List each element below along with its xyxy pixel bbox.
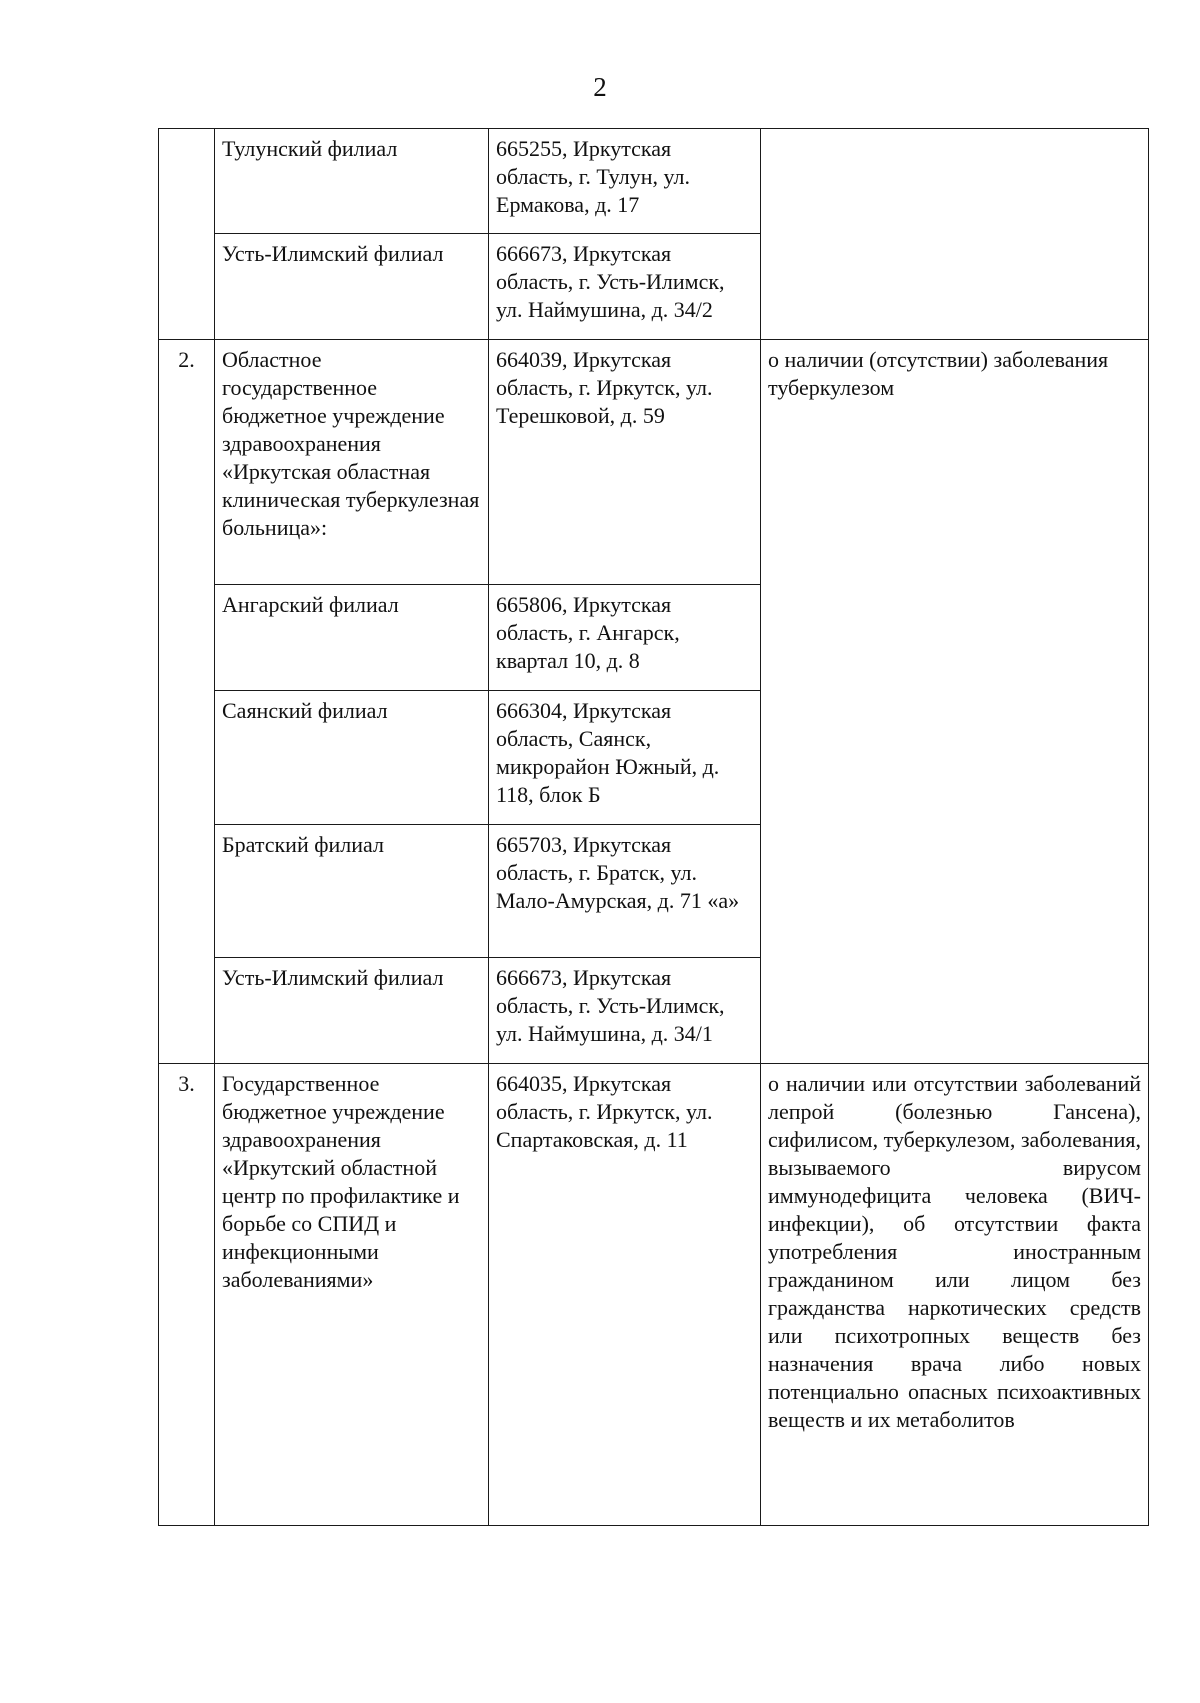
institution-name-cell: Саянский филиал [215,691,489,825]
address-cell: 666673, Иркутская область, г. Усть-Илимск, ул. Наймушина, д. 34/2 [489,234,761,340]
address-cell: 666673, Иркутская область, г. Усть-Илимск, ул. Наймушина, д. 34/1 [489,958,761,1064]
page-number: 2 [593,72,607,102]
address-cell: 665806, Иркутская область, г. Ангарск, квартал 10, д. 8 [489,585,761,691]
table-row [159,129,1149,234]
address-cell: 665703, Иркутская область, г. Братск, ул. Мало-Амурская, д. 71 «а» [489,825,761,958]
scope-cell: о наличии (отсутствии) заболевания туберкулезом [761,340,1149,1064]
row-number-cell [159,129,215,340]
address-cell: 664035, Иркутская область, г. Иркутск, ул. Спартаковская, д. 11 [489,1064,761,1526]
institutions-table [158,128,1149,1526]
address-cell: 664039, Иркутская область, г. Иркутск, ул. Терешковой, д. 59 [489,340,761,585]
institution-name-cell: Областное государственное бюджетное учреждение здравоохранения «Иркутская областная клиническая туберкулезная больница»: [215,340,489,585]
institution-name-cell: Ангарский филиал [215,585,489,691]
table-row [159,340,1149,585]
address-cell: 666304, Иркутская область, Саянск, микрорайон Южный, д. 118, блок Б [489,691,761,825]
row-number-cell: 3. [159,1064,215,1526]
scope-cell: о наличии или отсутствии заболеваний лепрой (болезнью Гансена), сифилисом, туберкулезом, заболевания, вызываемого вирусом иммунодефицита человека (ВИЧ-инфекции), об отсутствии факта употребления иностранным гражданином или лицом без гражданства наркотических средств или психотропных веществ без назначения врача либо новых потенциально опасных психоактивных веществ и их метаболитов [761,1064,1149,1526]
institution-name-cell: Усть-Илимский филиал [215,958,489,1064]
institution-name-cell: Братский филиал [215,825,489,958]
table-row [159,1064,1149,1526]
institution-name-cell: Усть-Илимский филиал [215,234,489,340]
scope-cell [761,129,1149,340]
institution-name-cell: Государственное бюджетное учреждение здравоохранения «Иркутский областной центр по профилактике и борьбе со СПИД и инфекционными заболеваниями» [215,1064,489,1526]
address-cell: 665255, Иркутская область, г. Тулун, ул. Ермакова, д. 17 [489,129,761,234]
row-number-cell: 2. [159,340,215,1064]
institution-name-cell: Тулунский филиал [215,129,489,234]
